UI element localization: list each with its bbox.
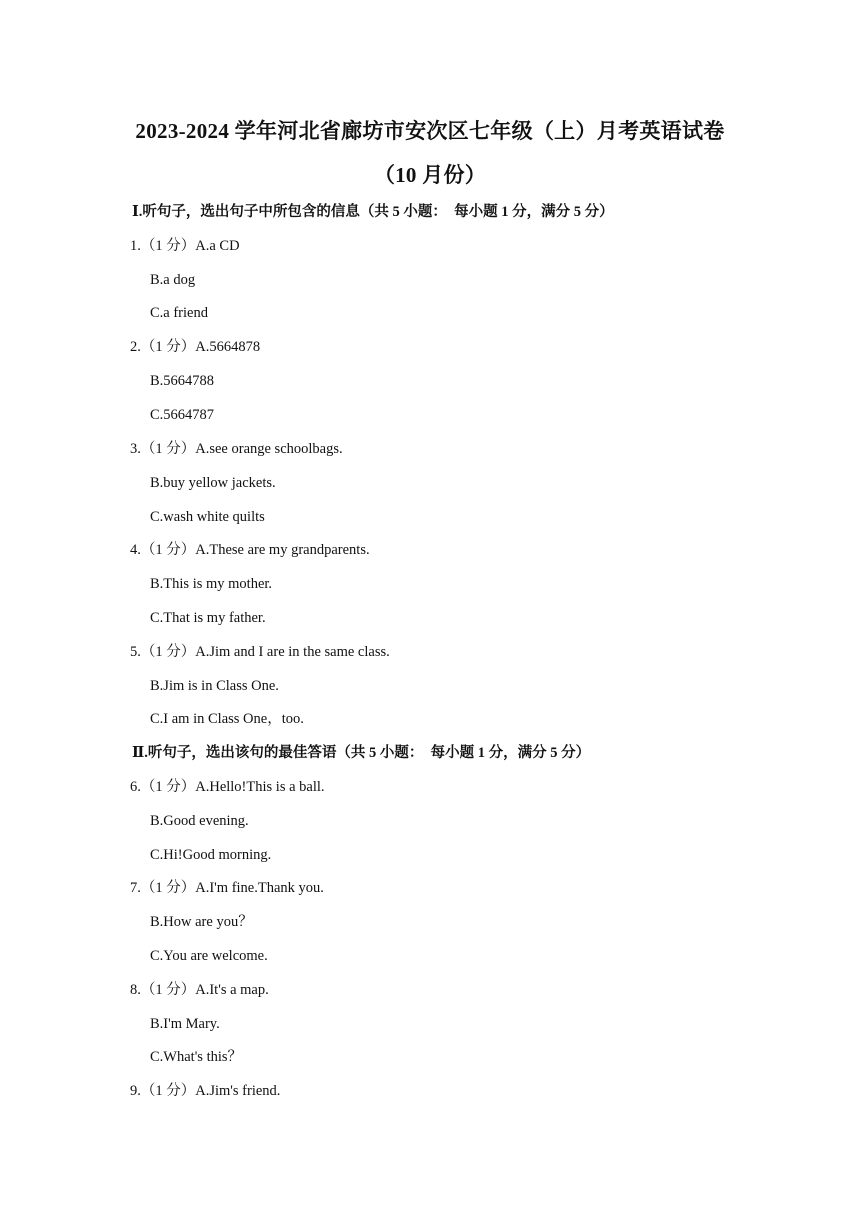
answer-option: C.a friend <box>150 305 208 321</box>
question-stem: 6.（1 分）A.Hello!This is a ball. <box>130 779 325 795</box>
answer-option: C.Hi!Good morning. <box>150 847 272 863</box>
question-stem: 8.（1 分）A.It's a map. <box>130 982 269 998</box>
answer-option: B.5664788 <box>150 373 215 389</box>
question-stem: 2.（1 分）A.5664878 <box>130 339 261 355</box>
answer-option: B.Jim is in Class One. <box>150 678 279 694</box>
answer-option: B.buy yellow jackets. <box>150 475 276 491</box>
answer-option: B.How are you？ <box>150 914 253 930</box>
question-stem: 3.（1 分）A.see orange schoolbags. <box>130 441 343 457</box>
answer-option: C.What's this？ <box>150 1049 243 1065</box>
answer-option: C.That is my father. <box>150 610 266 626</box>
answer-option: C.wash white quilts <box>150 509 265 525</box>
question-stem: 9.（1 分）A.Jim's friend. <box>130 1083 281 1099</box>
section-heading: Ⅰ.听句子，选出句子中所包含的信息（共 5 小题： 每小题 1 分，满分 5 分） <box>132 204 614 220</box>
answer-option: C.You are welcome. <box>150 948 268 964</box>
question-stem: 4.（1 分）A.These are my grandparents. <box>130 542 370 558</box>
section-heading: Ⅱ.听句子，选出该句的最佳答语（共 5 小题： 每小题 1 分，满分 5 分） <box>132 745 591 761</box>
answer-option: C.5664787 <box>150 407 215 423</box>
answer-option: B.Good evening. <box>150 813 249 829</box>
answer-option: B.a dog <box>150 272 196 288</box>
answer-option: C.I am in Class One，too. <box>150 711 304 727</box>
exam-title: 2023-2024 学年河北省廊坊市安次区七年级（上）月考英语试卷 <box>135 119 725 143</box>
question-stem: 5.（1 分）A.Jim and I are in the same class. <box>130 644 390 660</box>
answer-option: B.I'm Mary. <box>150 1016 220 1032</box>
exam-subtitle: （10 月份） <box>373 163 487 187</box>
question-stem: 1.（1 分）A.a CD <box>130 238 240 254</box>
answer-option: B.This is my mother. <box>150 576 273 592</box>
question-stem: 7.（1 分）A.I'm fine.Thank you. <box>130 880 324 896</box>
